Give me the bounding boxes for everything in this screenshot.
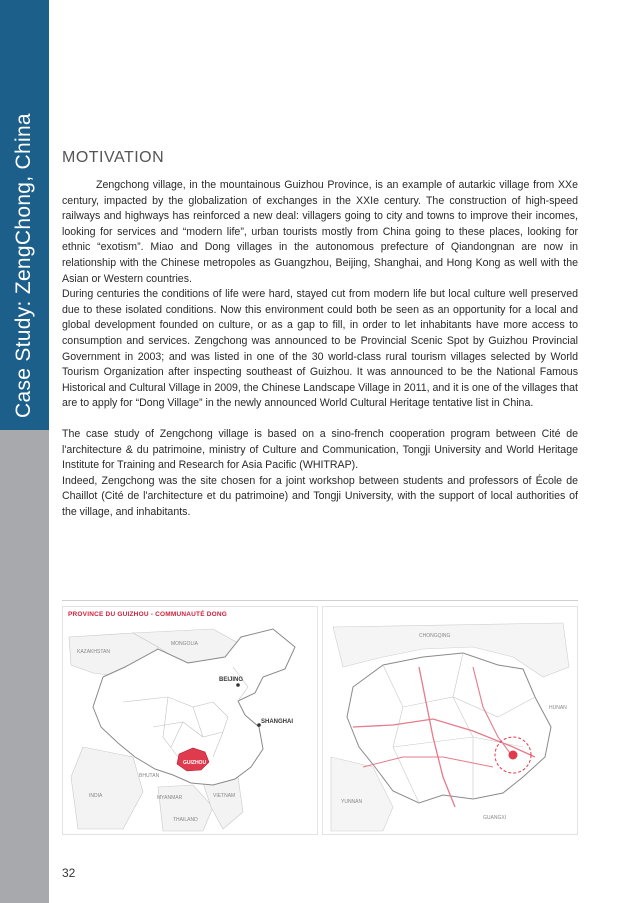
label-shanghai: SHANGHAI <box>261 719 294 725</box>
paragraph-3: The case study of Zengchong village is based on a sino-french cooperation program between Cité de l'architecture & du patrimoine, ministry of Culture and Communication, Tongji University and World Heritage Institute for Training and Research for Asia Pacific (WHITRAP). <box>62 427 578 472</box>
label-india: INDIA <box>89 793 103 799</box>
china-map <box>62 606 318 835</box>
page-number: 32 <box>62 866 76 880</box>
paragraph-2: During centuries the conditions of life were hard, stayed cut from modern life but local culture well preserved due to these isolated conditions. Now this environment could both be seen as an opportunity for a local and global development founded on culture, or as a gap to fill, in order to let inhabitants have more access to consumption and services. Zengchong was announced to be Provincial Scenic Spot by Guizhou Provincial Government in 2003; and was listed in one of the 30 world-class rural tourism villages selected by World Tourism Organization after inspecting southeast of Guizhou. It was announced to be the National Famous Historical and Cultural Village in 2009, the Chinese Landscape Village in 2011, and it is one of the villages that are to apply for “Dong Village” in the newly announced World Cultural Heritage tentative list in China. <box>62 288 578 410</box>
label-guizhou: GUIZHOU <box>183 760 207 766</box>
label-myanmar: MYANMAR <box>157 795 183 801</box>
label-thailand: THAILAND <box>173 817 198 823</box>
guizhou-map <box>322 606 578 835</box>
label-hunan: HUNAN <box>549 705 567 711</box>
label-kazakhstan: KAZAKHSTAN <box>77 649 110 655</box>
label-yunnan: YUNNAN <box>341 799 363 805</box>
guizhou-map-graphic <box>323 607 577 834</box>
china-map-graphic <box>63 607 317 834</box>
section-heading: MOTIVATION <box>62 149 165 166</box>
body-text <box>62 178 578 520</box>
sidebar-title: Case Study: ZengChong, China <box>12 113 35 418</box>
label-bhutan: BHUTAN <box>139 773 160 779</box>
paragraph-4: Indeed, Zengchong was the site chosen for a joint workshop between students and professors of École de Chaillot (Cité de l'architecture et du patrimoine) and Tongji University, with the support of local authorities of the village, and inhabitants. <box>62 474 578 518</box>
label-beijing: BEIJING <box>219 677 244 683</box>
label-vietnam: VIETNAM <box>213 793 236 799</box>
figure-caption: PROVINCE DU GUIZHOU - COMMUNAUTÉ DONG <box>68 611 228 618</box>
label-chongqing: CHONGQING <box>419 633 451 639</box>
figure-divider <box>62 600 578 601</box>
label-mongolia: MONGOLIA <box>171 641 198 647</box>
paragraph-1: Zengchong village, in the mountainous Guizhou Province, is an example of autarkic village from XXe century, impacted by the globalization of exchanges in the XXIe century. The construction of high-speed railways and highways has reinforced a new deal: villagers going to city and towns to improve their incomes, looking for services and “modern life”, urban tourists mostly from China going to these places, looking for ethnic “exotism”. Miao and Dong villages in the autonomous prefecture of Qiandongnan are now in relationship with the Chinese metropoles as Guangzhou, Beijing, Shanghai, and Hong Kong as well with the Asian or Western countries. <box>62 179 578 285</box>
label-guangxi: GUANGXI <box>483 815 507 821</box>
